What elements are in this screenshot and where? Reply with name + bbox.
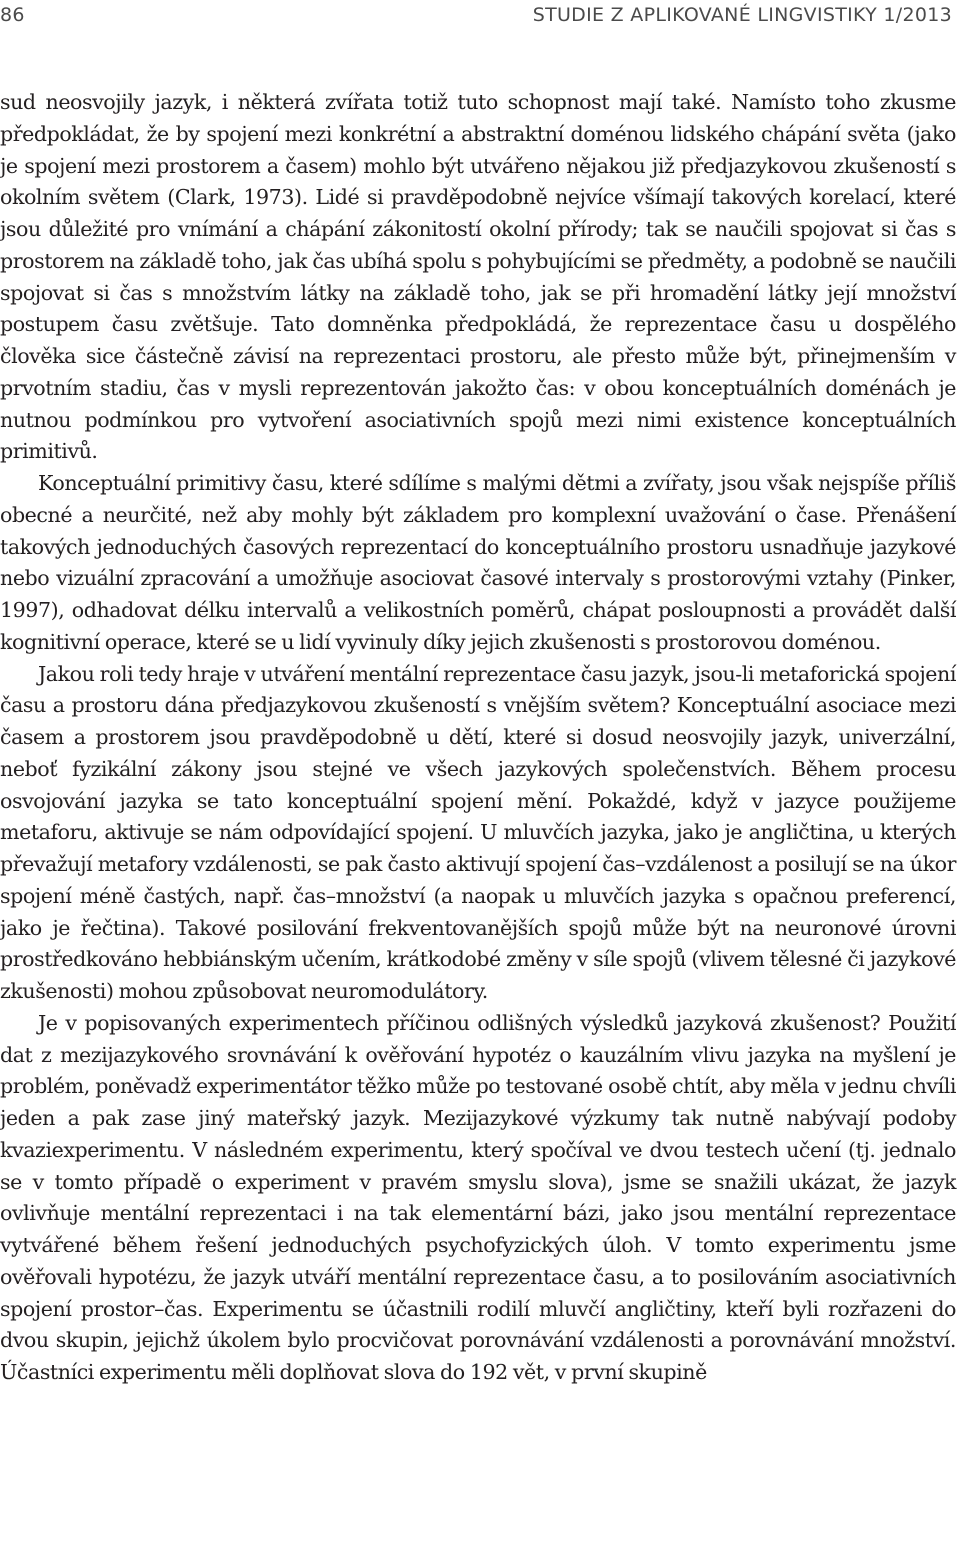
page-number: 86	[0, 4, 25, 26]
paragraph: Je v popisovaných experimentech příčinou odlišných výsledků jazyková zkušenost? Použití dat z mezijazykového srovnávání k ověřování hypotéz o kauzálním vlivu jazyka na myšlení je problém, poněvadž experimentátor těžko může po testované osobě chtít, aby měla v jednu chvíli jeden a pak zase jiný mateřský jazyk. Mezijazykové výzkumy tak nutně nabývají podoby kvaziexperimentu. V následném experimentu, který spočíval ve dvou testech učení (tj. jednalo se v tomto případě o experiment v pravém smyslu slova), jsme se snažili ukázat, že jazyk ovlivňuje mentální reprezentaci i na tak elementární bázi, jako jsou mentální reprezentace vytvářené během řešení jednoduchých psychofyzických úloh. V tomto experimentu jsme ověřovali hypotézu, že jazyk utváří mentální reprezentace času, a to posilováním asociativních spojení prostor–čas. Experimentu se účastnili rodilí mluvčí angličtiny, kteří byli rozřazeni do dvou skupin, jejichž úkolem bylo procvičovat porovnávání vzdálenosti a porovnávání množství. Účastníci experimentu měli doplňovat slova do 192 vět, v první skupině	[0, 1010, 956, 1384]
page-header	[0, 4, 960, 32]
paragraph: Jakou roli tedy hraje v utváření mentální reprezentace času jazyk, jsou-li metaforická spojení času a prostoru dána předjazykovou zkušeností s vnějším světem? Konceptuální asociace mezi časem a prostorem jsou pravděpodobně u dětí, které si dosud neosvojily jazyk, univerzální, neboť fyzikální zákony jsou stejné ve všech jazykových společenstvích. Během procesu osvojování jazyka se tato konceptuální spojení mění. Pokaždé, když v jazyce použijeme metaforu, aktivuje se nám odpovídající spojení. U mluvčích jazyka, jako je angličtina, u kterých převažují metafory vzdálenosti, se pak často aktivují spojení čas–vzdálenost a posilují se na úkor spojení méně častých, např. čas–množství (a naopak u mluvčích jazyka s opačnou preferencí, jako je řečtina). Takové posilování frekventovanějších spojů může být na neuronové úrovni prostředkováno hebbiánským učením, krátkodobé změny v síle spojů (vlivem tělesné či jazykové zkušenosti) mohou způsobovat neuromodulátory.	[0, 661, 956, 1003]
paragraph: sud neosvojily jazyk, i některá zvířata totiž tuto schopnost mají také. Namísto toho zkusme předpokládat, že by spojení mezi konkrétní a abstraktní doménou lidského chápání světa (jako je spojení mezi prostorem a časem) mohlo být utvářeno nějakou již předjazykovou zkušeností s okolním světem (Clark, 1973). Lidé si pravděpodobně nejvíce všímají takových korelací, které jsou důležité pro vnímání a chápání zákonitostí okolní přírody; tak se naučili spojovat si čas s prostorem na základě toho, jak čas ubíhá spolu s pohybujícími se předměty, a podobně se naučili spojovat si čas s množstvím látky na základě toho, jak se při hromadění látky její množství postupem času zvětšuje. Tato domněnka předpokládá, že reprezentace času u dospělého člověka sice částečně závisí na reprezentaci prostoru, ale přesto může být, přinejmenším v prvotním stadiu, čas v mysli reprezentován jakožto čas: v obou konceptuálních doménách je nutnou podmínkou pro vytvoření asociativních spojů mezi nimi existence konceptuálních primitivů.	[0, 90, 956, 464]
running-head: STUDIE Z APLIKOVANÉ LINGVISTIKY 1/2013	[532, 4, 952, 26]
paragraph: Konceptuální primitivy času, které sdílíme s malými dětmi a zvířaty, jsou však nejspíše příliš obecné a neurčité, než aby mohly být základem pro komplexní uvažování o čase. Přenášení takových jednoduchých časových reprezentací do konceptuálního prostoru usnadňuje jazykové nebo vizuální zpracování a umožňuje asociovat časové intervaly s prostorovými vztahy (Pinker, 1997), odhadovat délku intervalů a velikostních poměrů, chápat posloupnosti a provádět další kognitivní operace, které se u lidí vyvinuly díky jejich zkušenosti s prostorovou doménou.	[0, 471, 956, 654]
article-body	[0, 87, 956, 1389]
